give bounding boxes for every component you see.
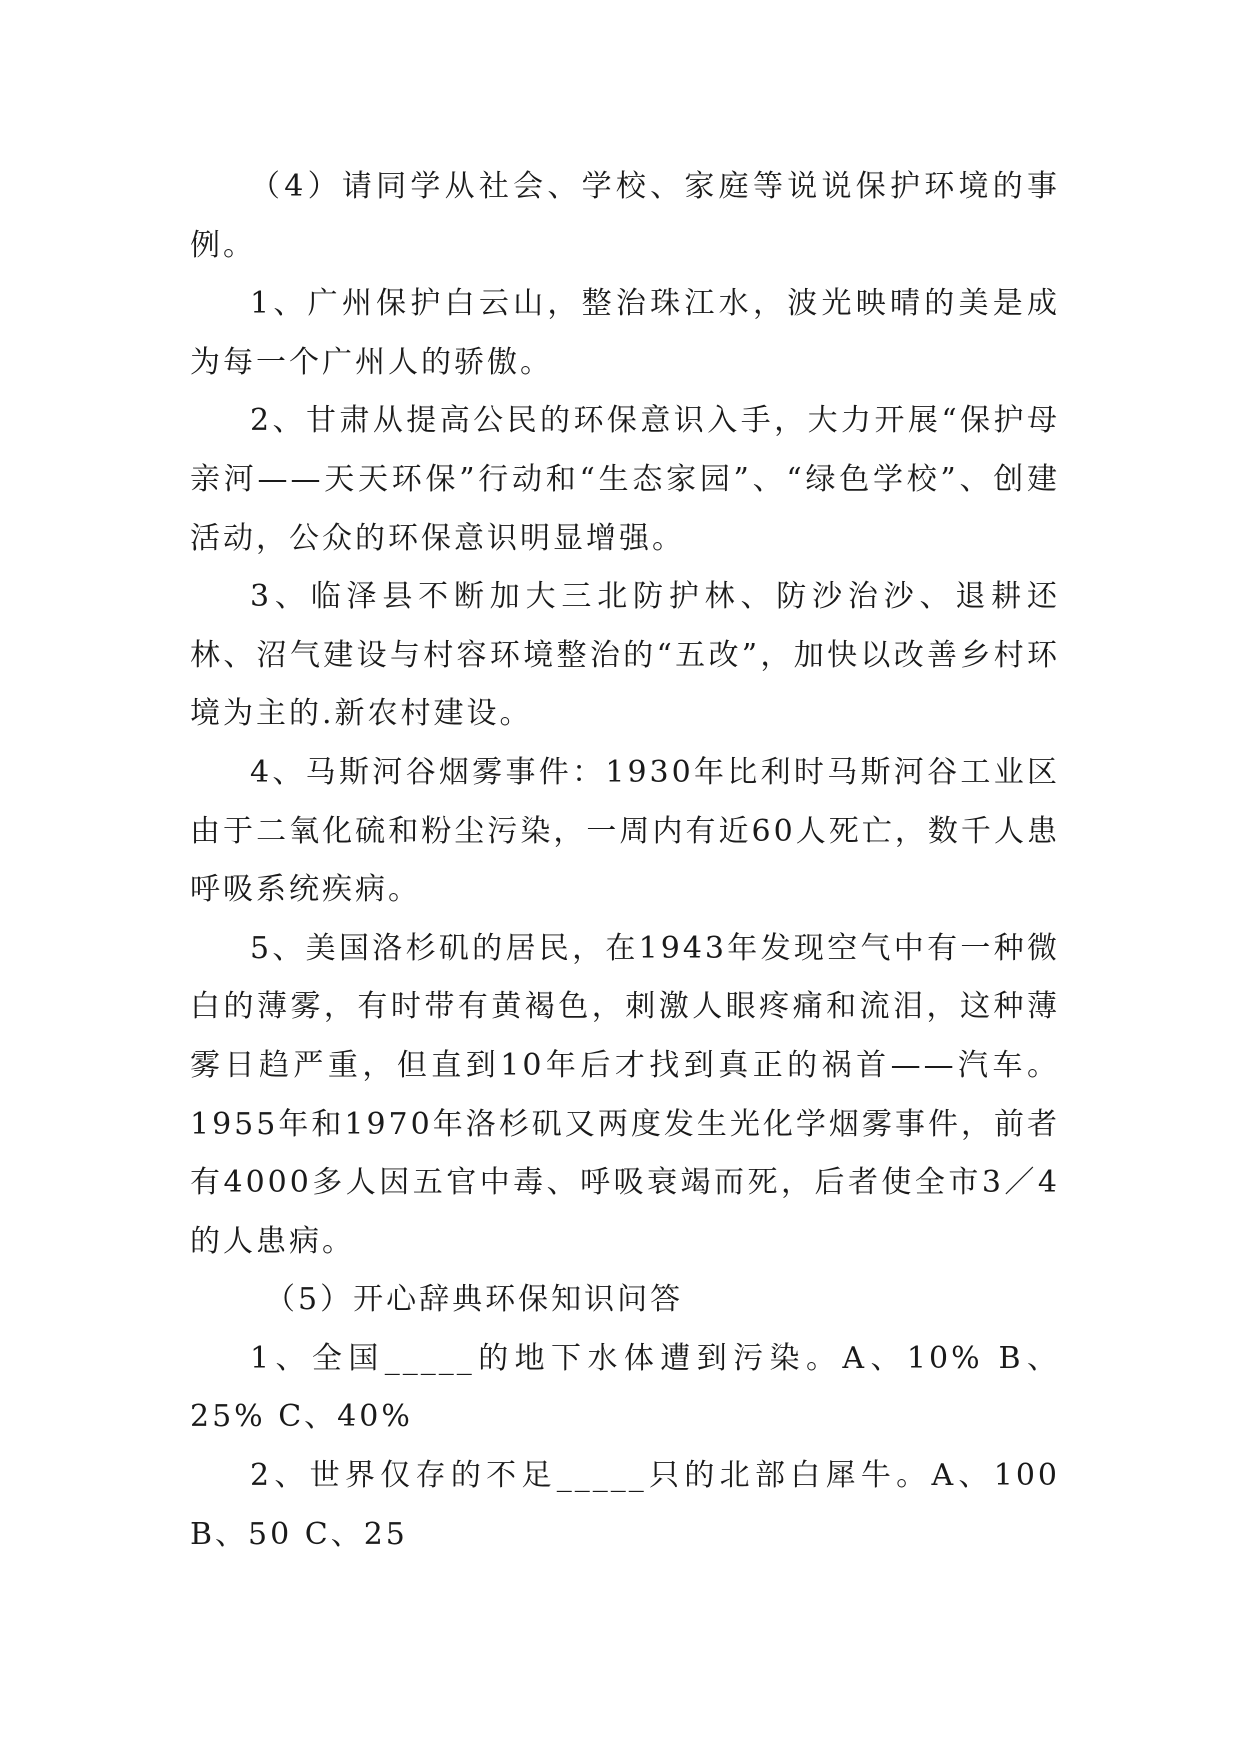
- quiz-question-1: 1、全国_____的地下水体遭到污染。A、10% B、25% C、40%: [190, 1340, 1060, 1435]
- example-item-3: 3、临泽县不断加大三北防护林、防沙治沙、退耕还林、沼气建设与村容环境整治的“五改”，加快以改善乡村环境为主的.新农村建设。: [190, 579, 1060, 732]
- example-item-1: 1、广州保护白云山，整治珠江水，波光映晴的美是成为每一个广州人的骄傲。: [190, 286, 1060, 380]
- document-body: [190, 158, 1060, 1564]
- section-4-heading: （4）请同学从社会、学校、家庭等说说保护环境的事例。: [190, 169, 1060, 263]
- example-item-5: 5、美国洛杉矶的居民，在1943年发现空气中有一种微白的薄雾，有时带有黄褐色，刺激人眼疼痛和流泪，这种薄雾日趋严重，但直到10年后才找到真正的祸首——汽车。1955年和1970年洛杉矶又两度发生光化学烟雾事件，前者有4000多人因五官中毒、呼吸衰竭而死，后者使全市3／4的人患病。: [190, 930, 1060, 1259]
- example-item-2: 2、甘肃从提高公民的环保意识入手，大力开展“保护母亲河——天天环保”行动和“生态家园”、“绿色学校”、创建活动，公众的环保意识明显增强。: [190, 403, 1060, 556]
- example-item-4: 4、马斯河谷烟雾事件：1930年比利时马斯河谷工业区由于二氧化硫和粉尘污染，一周内有近60人死亡，数千人患呼吸系统疾病。: [190, 754, 1060, 908]
- section-5-heading: （5）开心辞典环保知识问答: [265, 1282, 684, 1318]
- quiz-question-2: 2、世界仅存的不足_____只的北部白犀牛。A、100 B、50 C、25: [190, 1458, 1060, 1552]
